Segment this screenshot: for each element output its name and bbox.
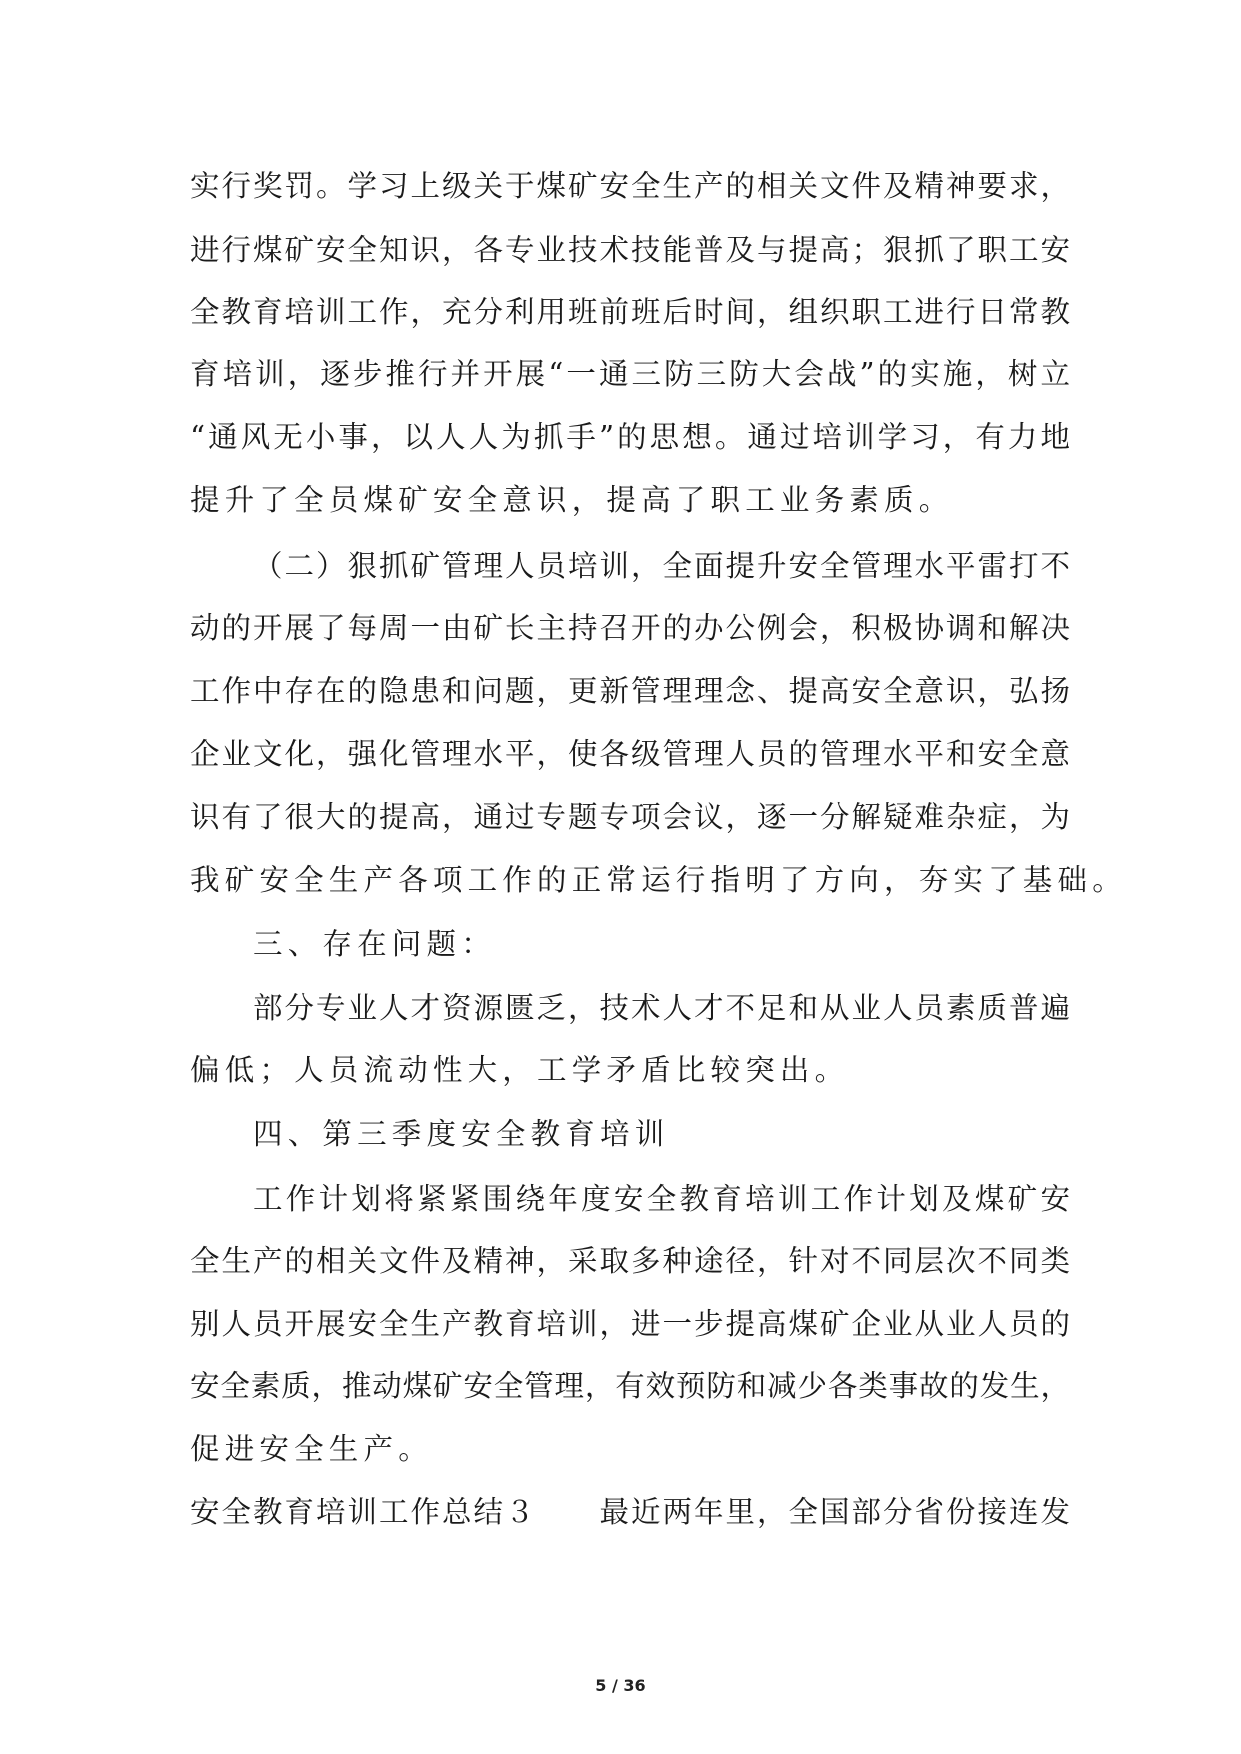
body-text-line: 工作中存在的隐患和问题，更新管理理念、提高安全意识，弘扬 (190, 674, 1070, 708)
body-text-line: 企业文化，强化管理水平，使各级管理人员的管理水平和安全意 (190, 737, 1070, 771)
body-text-line: 别人员开展安全生产教育培训，进一步提高煤矿企业从业人员的 (190, 1307, 1070, 1341)
section-heading: 四、第三季度安全教育培训 (253, 1117, 670, 1151)
body-text-line: 部分专业人才资源匮乏，技术人才不足和从业人员素质普遍 (253, 991, 1070, 1025)
body-text-line: 动的开展了每周一由矿长主持召开的办公例会，积极协调和解决 (190, 611, 1070, 645)
body-text-line: 实行奖罚。学习上级关于煤矿安全生产的相关文件及精神要求， (190, 169, 1070, 203)
body-text-line: 安全素质，推动煤矿安全管理，有效预防和减少各类事故的发生， (190, 1369, 1070, 1403)
body-text-line: （二）狠抓矿管理人员培训，全面提升安全管理水平雷打不 (253, 549, 1070, 583)
page-number: 5 / 36 (595, 1676, 646, 1695)
body-text-line: 育培训，逐步推行并开展“一通三防三防大会战”的实施，树立 (190, 357, 1070, 391)
body-text-line: 促进安全生产。 (190, 1432, 433, 1466)
body-text-line: 进行煤矿安全知识，各专业技术技能普及与提高；狠抓了职工安 (190, 233, 1070, 267)
body-text-line: 提升了全员煤矿安全意识，提高了职工业务素质。 (190, 483, 954, 517)
body-text-line: 识有了很大的提高，通过专题专项会议，逐一分解疑难杂症，为 (190, 800, 1070, 834)
section-title-line: 安全教育培训工作总结３ 最近两年里，全国部分省份接连发 (190, 1495, 1070, 1529)
body-text-line: 我矿安全生产各项工作的正常运行指明了方向，夯实了基础。 (190, 863, 1127, 897)
body-text-line: 工作计划将紧紧围绕年度安全教育培训工作计划及煤矿安 (253, 1182, 1070, 1216)
body-text-line: 偏低；人员流动性大，工学矛盾比较突出。 (190, 1053, 850, 1087)
section-heading: 三、存在问题： (253, 927, 496, 961)
body-text-line: 全生产的相关文件及精神，采取多种途径，针对不同层次不同类 (190, 1244, 1070, 1278)
body-text-line: 全教育培训工作，充分利用班前班后时间，组织职工进行日常教 (190, 295, 1070, 329)
body-text-line: “通风无小事，以人人为抓手”的思想。通过培训学习，有力地 (190, 420, 1070, 454)
